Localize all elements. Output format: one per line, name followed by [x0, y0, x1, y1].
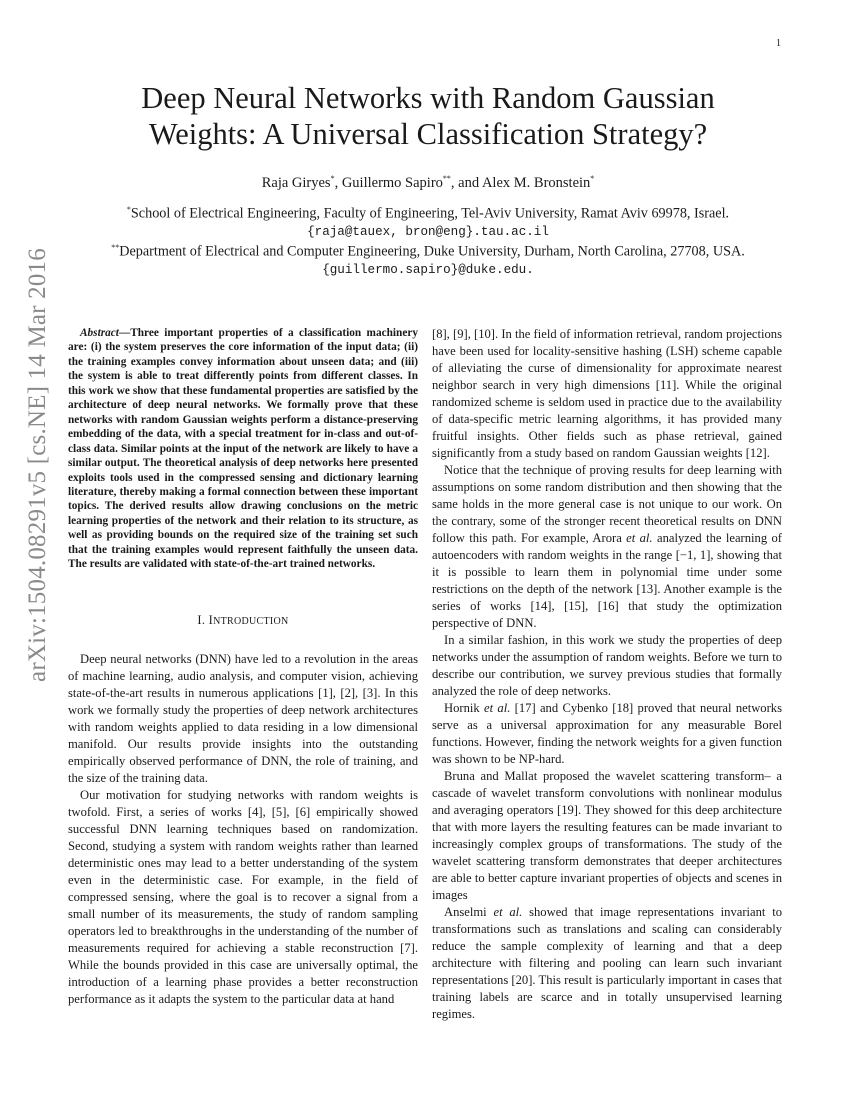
paragraph [432, 462, 782, 632]
author-mark: ** [442, 174, 451, 183]
affiliation-text: Department of Electrical and Computer Engineering, Duke University, Durham, North Carolina, 27708, USA. [119, 243, 745, 260]
page-number: 1 [776, 38, 781, 49]
title-line-2: Weights: A Universal Classification Strategy? [148, 117, 708, 151]
author-mark: * [590, 174, 595, 183]
affiliation-email: {raja@tauex, bron@eng}.tau.ac.il [307, 225, 549, 239]
intro-paragraph: Our motivation for studying networks with random weights is twofold. First, a series of works [4], [5], [6] empirically showed successful DNN learning techniques based on randomization. Second, studying a system with random weights rather than learned deterministic ones may lead to a better understanding of the system even in the deterministic case. For example, in the field of compressed sensing, where the goal is to recover a signal from a small number of its measurements, the study of random sampling operators led to breakthroughs in the understanding of the number of measurements required for achieving a stable reconstruction [7]. While the bounds provided in this case are universally optimal, the introduction of a learning phase provides a better reconstruction performance as it adapts the system to the particular data at hand [68, 787, 418, 1006]
arxiv-stamp [12, 250, 64, 680]
text-run: Hornik [444, 701, 484, 715]
author-name: Raja Giryes [261, 174, 331, 191]
paragraph [432, 904, 782, 1023]
affiliation-email: {guillermo.sapiro}@duke.edu. [322, 263, 534, 277]
author-name: Alex M. Bronstein [481, 174, 591, 191]
affiliation-mark: ** [111, 243, 120, 252]
section-heading [68, 612, 418, 630]
arxiv-identifier: arXiv:1504.08291v5 [cs.NE] 14 Mar 2016 [24, 248, 51, 682]
paragraph [432, 700, 782, 768]
affiliation-duke [70, 243, 786, 261]
left-column [68, 326, 418, 1008]
section-title-rest: NTRODUCTION [213, 615, 289, 627]
author-name: Guillermo Sapiro [341, 174, 443, 191]
author-separator: , and [450, 174, 482, 191]
abstract [68, 326, 418, 572]
section-number: I. [197, 612, 206, 627]
section-title-initial: I [208, 612, 214, 627]
text-run: [17] and Cybenko [18] proved that neural networks serve as a universal approximation for any measurable Borel functions. However, finding the network weights for a given function was shown to be NP-hard. [432, 701, 782, 766]
affiliation-text: School of Electrical Engineering, Faculty of Engineering, Tel-Aviv University, Ramat Aviv 69978, Israel. [130, 205, 730, 222]
et-al: et al. [493, 905, 523, 919]
text-run: Anselmi [444, 905, 494, 919]
right-column [432, 326, 782, 1023]
text-run: analyzed the learning of autoencoders with random weights in the range [−1, 1], showing that it is possible to learn them in polynomial time under some restrictions on the depth of the network [13]. Another example is the series of works [14], [15], [16] that study the optimization perspective of DNN. [432, 531, 783, 630]
paragraph-continued: [8], [9], [10]. In the field of information retrieval, random projections have been used for locality-sensitive hashing (LSH) scheme capable of alleviating the curse of dimensionality for approximate nearest neighbor search in very high dimensions [11]. While the original randomized scheme is seldom used in practice due to the availability of data-specific metric learning algorithms, it has provided many fruitful insights. Other fields such as phase retrieval, gained significantly from a study based on random Gaussian weights [12]. [432, 327, 782, 460]
paper-title [70, 80, 786, 152]
affiliation-tel-aviv [70, 205, 786, 223]
author-mark: * [330, 174, 335, 183]
abstract-label: Abstract [80, 327, 119, 339]
affiliation-mark: * [126, 205, 131, 214]
paragraph: Bruna and Mallat proposed the wavelet scattering transform– a cascade of wavelet transform convolutions with nonlinear modulus and averaging operators [19]. They showed for this deep architecture that with more layers the resulting features can be made invariant to increasingly complex groups of transformations. The study of the wavelet scattering transform demonstrates that deeper architectures are able to better capture invariant properties of objects and scenes in images [432, 769, 782, 902]
text-run: Notice that the technique of proving results for deep learning with assumptions on some random distribution and then showing that the same holds in the more general case is not unique to our work. On the contrary, some of the stronger recent theoretical results on DNN follow this path. For example, Arora [432, 463, 782, 545]
author-separator: , [334, 174, 342, 191]
abstract-text: —Three important properties of a classification machinery are: (i) the system preserves the core information of the input data; (ii) the training examples convey information about unseen data; and (iii) the system is able to treat differently points from different classes. In this work we show that these fundamental properties are satisfied by the architecture of deep neural networks. We formally prove that these networks with random Gaussian weights perform a distance-preserving embedding of the data, with a special treatment for in-class and out-of-class data. Similar points at the input of the network are likely to have a similar output. The theoretical analysis of deep networks here presented exploits tools used in the compressed sensing and dictionary learning literature, thereby making a formal connection between these important topics. The derived results allow drawing conclusions on the metric learning properties of the network and their relation to its structure, as well as providing bounds on the required size of the training set such that the training examples would represent faithfully the unseen data. The results are validated with state-of-the-art trained networks. [68, 327, 418, 571]
paragraph: In a similar fashion, in this work we study the properties of deep networks under the assumption of random weights. Before we turn to describe our contribution, we survey previous studies that formally analyzed the role of deep networks. [432, 633, 782, 698]
intro-paragraph: Deep neural networks (DNN) have led to a revolution in the areas of machine learning, audio analysis, and computer vision, achieving state-of-the-art results in numerous applications [1], [2], [3]. In this work we formally study the properties of deep network architectures with random weights applied to data residing in a low dimensional manifold. Our results provide insights into the outstanding empirically observed performance of DNN, the role of training, and the size of the training data. [68, 651, 418, 785]
et-al: et al. [484, 701, 511, 715]
title-line-1: Deep Neural Networks with Random Gaussian [141, 81, 715, 115]
text-run: showed that image representations invariant to transformations such as translations and scaling can considerably reduce the sample complexity of learning and that a deep architecture with filtering and pooling can learn such invariant representations [20]. This result is particularly important in cases that training labels are scarce and in totally unsupervised learning regimes. [432, 905, 783, 1021]
author-list [70, 174, 786, 192]
et-al: et al. [626, 531, 653, 545]
